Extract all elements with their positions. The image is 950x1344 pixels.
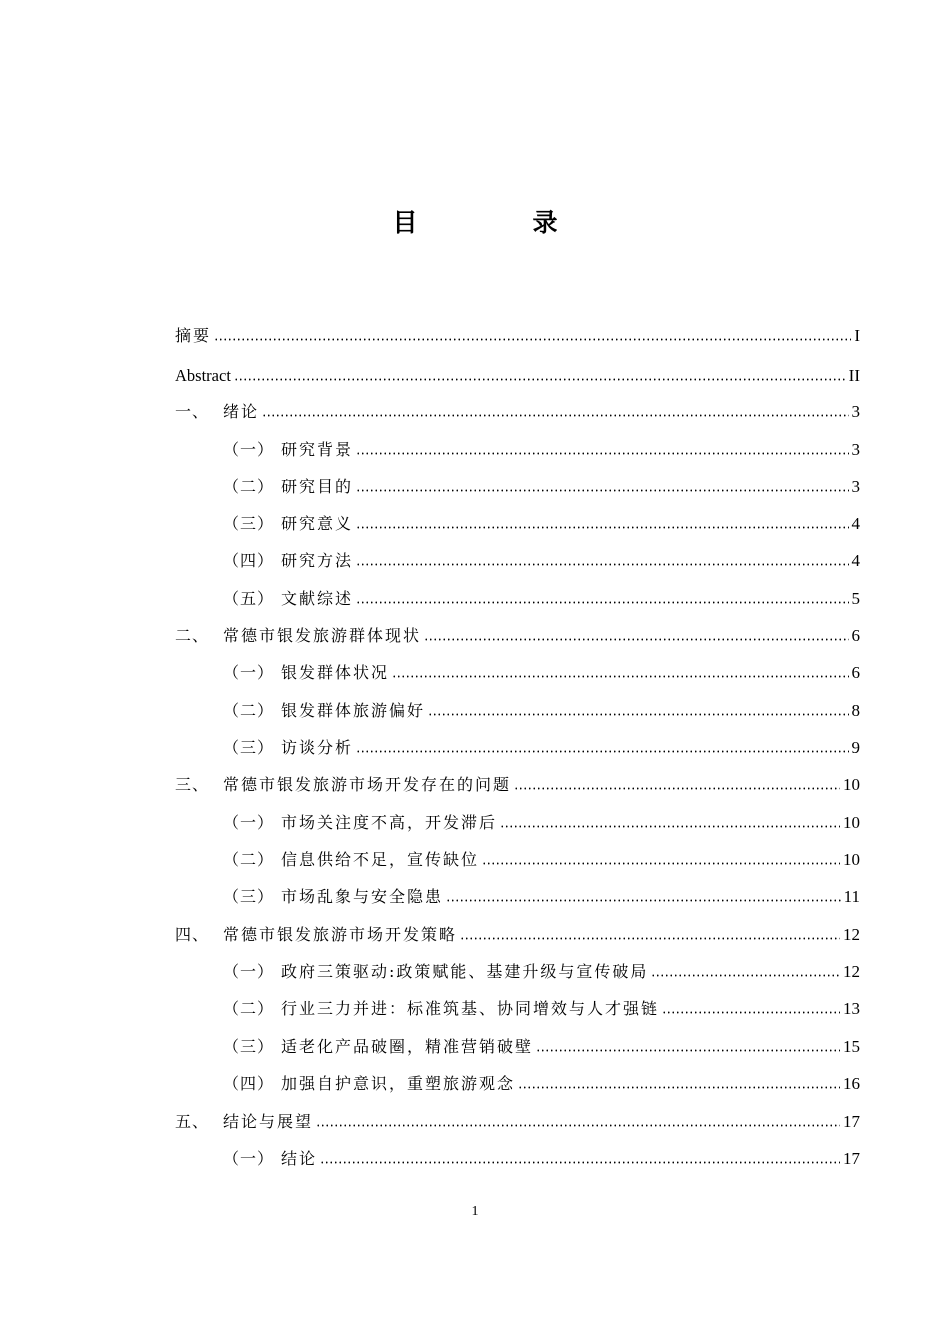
toc-entry-number: （二） — [223, 701, 275, 720]
toc-dot-leader — [320, 1153, 840, 1164]
toc-entry-page: 5 — [851, 589, 860, 608]
toc-entry-page: 8 — [851, 701, 860, 720]
toc-entry-label: 研究方法 — [281, 551, 354, 570]
toc-entry-label: 研究背景 — [281, 440, 354, 459]
toc-entry[interactable] — [175, 620, 860, 646]
toc-entry-page: 17 — [843, 1149, 860, 1168]
toc-entry[interactable] — [223, 695, 860, 721]
toc-entry-page: 4 — [851, 514, 860, 533]
toc-entry-number: （二） — [223, 850, 275, 869]
toc-entry-page: 11 — [843, 887, 860, 906]
toc-entry-page: 9 — [851, 738, 860, 757]
toc-entry-number: 四、 — [175, 925, 210, 944]
toc-entry-page: 4 — [851, 551, 860, 570]
toc-entry[interactable] — [223, 1068, 860, 1094]
toc-dot-leader — [460, 929, 840, 940]
toc-entry-number: 一、 — [175, 402, 210, 421]
toc-dot-leader — [356, 518, 848, 529]
toc-dot-leader — [356, 555, 848, 566]
toc-entry[interactable] — [223, 1143, 860, 1169]
toc-entry-number: 三、 — [175, 775, 210, 794]
toc-entry-label: 政府三策驱动:政策赋能、基建升级与宣传破局 — [281, 962, 649, 981]
toc-entry-page: 3 — [851, 440, 860, 459]
toc-entry-label: 研究目的 — [281, 477, 354, 496]
toc-entry-label: 信息供给不足，宣传缺位 — [281, 850, 480, 869]
toc-entry-page: 6 — [851, 663, 860, 682]
toc-dot-leader — [316, 1116, 840, 1127]
toc-entry-number: （四） — [223, 551, 275, 570]
toc-entry-page: 17 — [843, 1112, 860, 1131]
toc-entry-number: （五） — [223, 589, 275, 608]
toc-dot-leader — [428, 705, 848, 716]
toc-dot-leader — [446, 891, 841, 902]
toc-entry[interactable] — [223, 545, 860, 571]
toc-entry[interactable] — [175, 1106, 860, 1132]
toc-dot-leader — [662, 1003, 840, 1014]
toc-entry-label: 加强自护意识，重塑旅游观念 — [281, 1074, 516, 1093]
toc-dot-leader — [392, 667, 848, 678]
toc-entry-page: I — [854, 326, 860, 345]
toc-entry-label: 行业三力并进：标准筑基、协同增效与人才强链 — [281, 999, 660, 1018]
toc-entry-number: （三） — [223, 738, 275, 757]
toc-dot-leader — [262, 406, 848, 417]
toc-entry-page: 10 — [843, 850, 860, 869]
toc-entry[interactable] — [223, 844, 860, 870]
toc-entry-number: （四） — [223, 1074, 275, 1093]
toc-dot-leader — [356, 444, 848, 455]
toc-entry-page: 16 — [843, 1074, 860, 1093]
toc-entry-page: 3 — [851, 402, 860, 421]
toc-dot-leader — [356, 481, 848, 492]
toc-dot-leader — [514, 779, 840, 790]
toc-entry-label: 银发群体状况 — [281, 663, 390, 682]
toc-entry-number: （一） — [223, 813, 275, 832]
toc-entry-page: 10 — [843, 775, 860, 794]
toc-entry-number: （二） — [223, 999, 275, 1018]
toc-dot-leader — [424, 630, 848, 641]
toc-entry[interactable] — [223, 1031, 860, 1057]
toc-entry-number: （二） — [223, 477, 275, 496]
toc-entry-page: 15 — [843, 1037, 860, 1056]
toc-entry[interactable] — [223, 807, 860, 833]
toc-entry-label: 结论与展望 — [223, 1112, 314, 1131]
toc-entry-label: 文献综述 — [281, 589, 354, 608]
toc-entry-number: （一） — [223, 663, 275, 682]
toc-entry-page: 13 — [843, 999, 860, 1018]
toc-entry-label: 银发群体旅游偏好 — [281, 701, 426, 720]
toc-entry-label: 访谈分析 — [281, 738, 354, 757]
toc-entry[interactable] — [223, 471, 860, 497]
toc-entry-page: 12 — [843, 925, 860, 944]
toc-entry-number: （一） — [223, 1149, 275, 1168]
page-number: 1 — [471, 1204, 479, 1219]
toc-entry[interactable] — [223, 956, 860, 982]
toc-entry-label: 常德市银发旅游群体现状 — [223, 626, 422, 645]
toc-entry-number: （一） — [223, 962, 275, 981]
toc-entry-page: 12 — [843, 962, 860, 981]
toc-dot-leader — [214, 330, 851, 341]
toc-entry[interactable] — [175, 360, 860, 386]
toc-entry[interactable] — [223, 583, 860, 609]
toc-dot-leader — [518, 1078, 840, 1089]
toc-entry-label: Abstract — [175, 366, 231, 385]
toc-entry[interactable] — [175, 769, 860, 795]
toc-entry[interactable] — [223, 508, 860, 534]
toc-entry-label: 常德市银发旅游市场开发存在的问题 — [223, 775, 512, 794]
toc-dot-leader — [651, 966, 840, 977]
toc-entry-label: 绪论 — [223, 402, 260, 421]
toc-entry-number: （一） — [223, 440, 275, 459]
toc-entry-label: 适老化产品破圈，精准营销破壁 — [281, 1037, 534, 1056]
toc-entry-label: 摘要 — [175, 326, 212, 345]
toc-dot-leader — [356, 593, 848, 604]
toc-entry-label: 市场乱象与安全隐患 — [281, 887, 444, 906]
toc-entry-page: II — [848, 366, 860, 385]
toc-entry-number: （三） — [223, 1037, 275, 1056]
toc-entry[interactable] — [175, 320, 860, 346]
toc-dot-leader — [536, 1041, 840, 1052]
toc-entry[interactable] — [223, 434, 860, 460]
toc-dot-leader — [234, 370, 846, 381]
toc-entry[interactable] — [175, 919, 860, 945]
toc-entry-number: （三） — [223, 887, 275, 906]
toc-entry-label: 研究意义 — [281, 514, 354, 533]
toc-dot-leader — [356, 742, 848, 753]
toc-entry[interactable] — [223, 732, 860, 758]
toc-entry-label: 市场关注度不高，开发滞后 — [281, 813, 498, 832]
toc-entry[interactable] — [223, 881, 860, 907]
toc-entry[interactable] — [223, 657, 860, 683]
toc-entry-page: 6 — [851, 626, 860, 645]
toc-entry-number: 五、 — [175, 1112, 210, 1131]
toc-entry-number: 二、 — [175, 626, 210, 645]
toc-title: 目 录 — [392, 208, 603, 237]
toc-entry-label: 结论 — [281, 1149, 318, 1168]
toc-dot-leader — [500, 817, 840, 828]
toc-dot-leader — [482, 854, 840, 865]
toc-entry-page: 3 — [851, 477, 860, 496]
toc-entry-label: 常德市银发旅游市场开发策略 — [223, 925, 458, 944]
toc-entry[interactable] — [175, 396, 860, 422]
toc-entry-number: （三） — [223, 514, 275, 533]
toc-entry-page: 10 — [843, 813, 860, 832]
toc-entry[interactable] — [223, 993, 860, 1019]
